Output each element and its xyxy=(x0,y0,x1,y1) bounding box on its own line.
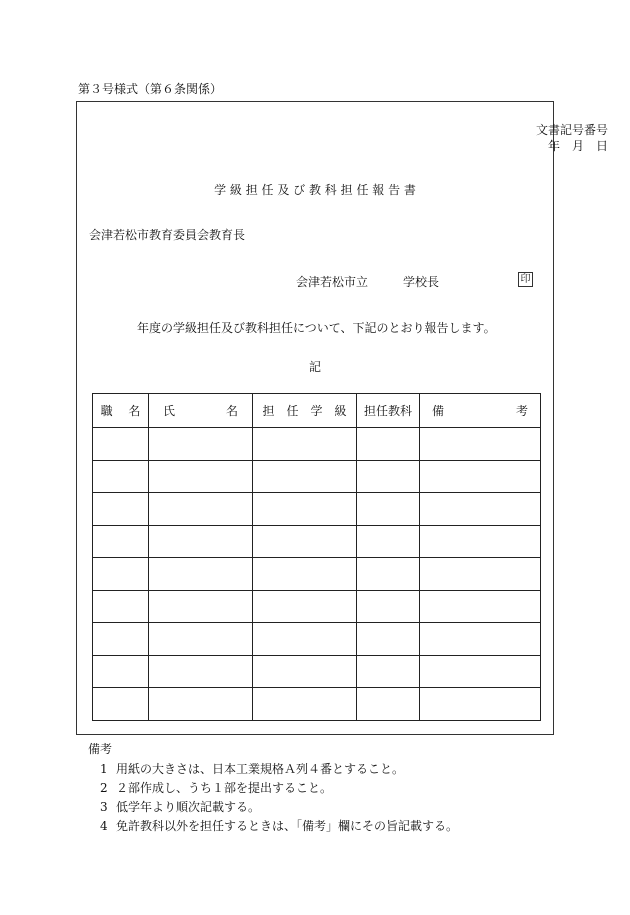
form-reference: 第３号様式（第６条関係） xyxy=(78,82,223,96)
table-cell[interactable] xyxy=(253,525,357,558)
table-row xyxy=(93,493,541,526)
table-cell[interactable] xyxy=(253,428,357,461)
table-cell[interactable] xyxy=(253,460,357,493)
table-cell[interactable] xyxy=(149,460,253,493)
table-cell[interactable] xyxy=(93,525,149,558)
header-remarks-char1: 備 xyxy=(432,404,445,418)
note-number: 4 xyxy=(100,819,108,833)
table-cell[interactable] xyxy=(149,493,253,526)
table-row xyxy=(93,460,541,493)
table-cell[interactable] xyxy=(357,688,420,721)
header-position-char2: 名 xyxy=(128,404,141,418)
date-line: 年 月 日 xyxy=(547,139,608,153)
table-cell[interactable] xyxy=(420,655,541,688)
header-position xyxy=(93,394,149,428)
seal-mark: 印 xyxy=(518,272,533,287)
school-label: 会津若松市立 xyxy=(296,275,369,289)
table-header-row xyxy=(93,394,541,428)
table-cell[interactable] xyxy=(93,688,149,721)
table-cell[interactable] xyxy=(93,623,149,656)
table-cell[interactable] xyxy=(420,590,541,623)
table-cell[interactable] xyxy=(93,428,149,461)
table-cell[interactable] xyxy=(93,558,149,591)
table-cell[interactable] xyxy=(357,493,420,526)
table-cell[interactable] xyxy=(253,623,357,656)
note-item xyxy=(100,819,458,833)
table-row xyxy=(93,525,541,558)
table-row xyxy=(93,558,541,591)
note-item xyxy=(100,781,332,795)
table-cell[interactable] xyxy=(357,558,420,591)
table-row xyxy=(93,655,541,688)
table-body xyxy=(93,428,541,721)
table-cell[interactable] xyxy=(357,623,420,656)
note-text: 免許教科以外を担任するときは、「備考」欄にその旨記載する。 xyxy=(116,819,459,833)
header-name xyxy=(149,394,253,428)
header-remarks-char2: 考 xyxy=(515,404,528,418)
table-cell[interactable] xyxy=(420,688,541,721)
notes-title: 備考 xyxy=(88,742,113,756)
table-cell[interactable] xyxy=(357,655,420,688)
table-cell[interactable] xyxy=(149,525,253,558)
table-cell[interactable] xyxy=(149,655,253,688)
note-text: 低学年より順次記載する。 xyxy=(116,800,261,814)
report-table xyxy=(92,393,541,721)
addressee: 会津若松市教育委員会教育長 xyxy=(89,228,246,242)
header-remarks xyxy=(420,394,541,428)
note-number: 3 xyxy=(100,800,108,814)
table-cell[interactable] xyxy=(253,590,357,623)
table-cell[interactable] xyxy=(420,623,541,656)
table-cell[interactable] xyxy=(420,525,541,558)
page-title: 学 級 担 任 及 び 教 科 担 任 報 告 書 xyxy=(214,183,416,197)
header-homeroom: 担 任 学 級 xyxy=(253,394,357,428)
table-cell[interactable] xyxy=(357,460,420,493)
table-cell[interactable] xyxy=(93,590,149,623)
table-cell[interactable] xyxy=(93,493,149,526)
header-name-char2: 名 xyxy=(225,404,238,418)
table-cell[interactable] xyxy=(149,558,253,591)
table-cell[interactable] xyxy=(93,460,149,493)
ki-heading: 記 xyxy=(308,360,321,374)
header-subject: 担任教科 xyxy=(357,394,420,428)
table-cell[interactable] xyxy=(420,428,541,461)
table-row xyxy=(93,590,541,623)
table-cell[interactable] xyxy=(420,460,541,493)
table-cell[interactable] xyxy=(93,655,149,688)
note-text: 用紙の大きさは、日本工業規格Ａ列４番とすること。 xyxy=(116,762,405,776)
table-cell[interactable] xyxy=(149,688,253,721)
table-cell[interactable] xyxy=(253,493,357,526)
note-number: 2 xyxy=(100,781,108,795)
document-number-label: 文書記号番号 xyxy=(535,123,608,137)
note-text: ２部作成し、うち１部を提出すること。 xyxy=(116,781,333,795)
note-item xyxy=(100,762,404,776)
table-cell[interactable] xyxy=(420,493,541,526)
table-cell[interactable] xyxy=(420,558,541,591)
table-row xyxy=(93,688,541,721)
note-item xyxy=(100,800,260,814)
table-row xyxy=(93,623,541,656)
header-position-char1: 職 xyxy=(100,404,113,418)
table-cell[interactable] xyxy=(149,428,253,461)
principal-label: 学校長 xyxy=(403,275,440,289)
table-cell[interactable] xyxy=(253,558,357,591)
table-row xyxy=(93,428,541,461)
table-cell[interactable] xyxy=(253,655,357,688)
report-body-text: 年度の学級担任及び教科担任について、下記のとおり報告します。 xyxy=(137,321,496,335)
table-cell[interactable] xyxy=(357,525,420,558)
table-cell[interactable] xyxy=(253,688,357,721)
table-cell[interactable] xyxy=(357,428,420,461)
table-cell[interactable] xyxy=(149,590,253,623)
note-number: 1 xyxy=(100,762,108,776)
header-name-char1: 氏 xyxy=(163,404,176,418)
table-cell[interactable] xyxy=(357,590,420,623)
table-cell[interactable] xyxy=(149,623,253,656)
